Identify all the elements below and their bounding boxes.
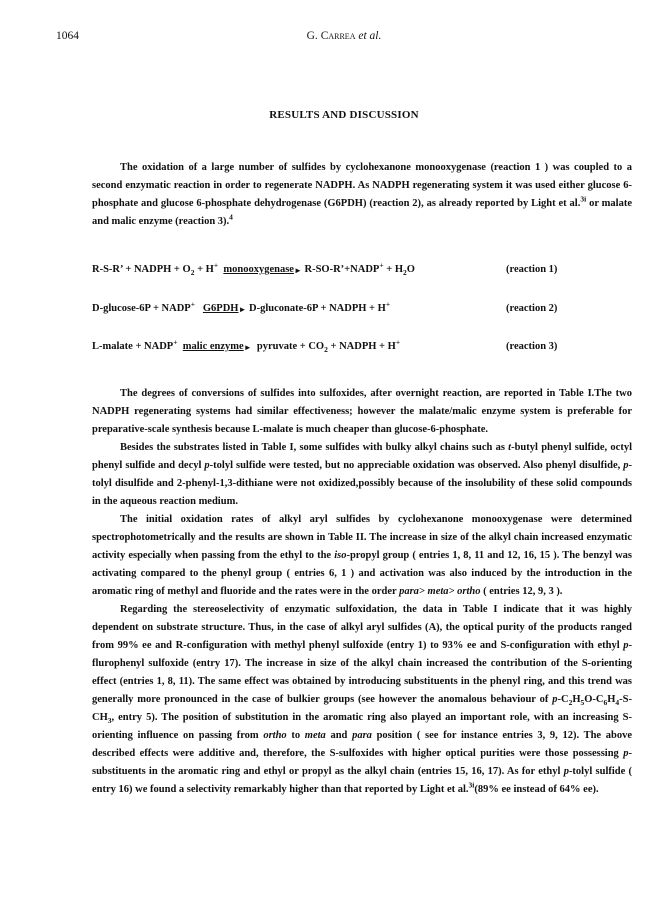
paragraph-table-i	[92, 385, 632, 439]
text-span: ). The above described effects were additive and, therefore, the S-sulfoxides with higher optical purities were those possessing	[92, 730, 633, 759]
reaction-ref: (reaction 2)	[369, 198, 422, 209]
text-span: ). As for ethyl	[498, 766, 564, 777]
compound-class-ref: A	[428, 622, 437, 633]
text-span: ) we found a selectivity remarkably higher than that reported by Light et al.	[129, 784, 469, 795]
formula-part: O-C	[584, 694, 604, 705]
text-span: ) to 93% ee and S-configuration with ethyl	[422, 640, 624, 651]
italic-prefix: p	[552, 694, 558, 705]
text-span: .The two NADPH regenerating systems had similar effectiveness; however the malate/malic enzyme system is preferable for preparative-scale synthesis because L-malate is much cheaper than glucose-6-phosphate.	[92, 388, 632, 435]
text-span: position ( see for instance entries	[371, 730, 538, 741]
citation-superscript: 3i	[468, 780, 475, 790]
equation-reaction-2	[92, 299, 632, 317]
italic-position: para	[352, 730, 372, 741]
equation-reaction-3	[92, 337, 632, 355]
formula-part: -C	[557, 694, 569, 705]
text-span: .	[226, 216, 230, 227]
text-span: The initial oxidation rates of alkyl aryl sulfides by cyclohexanone monooxygenase were determined spectrophotometrically and the results are shown in	[92, 514, 632, 543]
section-heading: RESULTS AND DISCUSSION	[269, 109, 419, 121]
text-span: and	[484, 550, 508, 561]
paragraph-stereoselectivity	[92, 601, 632, 799]
eq-text: R-SO-R’+NADP	[301, 264, 380, 275]
reaction-label: (reaction 2)	[506, 303, 558, 314]
eq-text: pyruvate + CO	[254, 341, 325, 352]
text-span: or malate and malic enzyme	[92, 198, 632, 227]
reaction-label: (reaction 3)	[506, 341, 558, 352]
italic-prefix: p	[623, 640, 629, 651]
text-span: Besides the substrates listed in	[120, 442, 262, 453]
reaction-ref: (reaction 1 )	[490, 162, 549, 173]
formula-subscript: 3	[107, 716, 112, 726]
formula-subscript: 6	[603, 698, 608, 708]
italic-prefix: p	[563, 766, 569, 777]
text-span: -tolyl sulfide ( entry	[92, 766, 633, 795]
running-header	[56, 30, 632, 46]
text-span: . The increase in size of the alkyl chain increased enzymatic activity especially when passing from the ethyl to the	[92, 532, 632, 561]
text-span: (89% ee instead of 64% ee).	[474, 784, 599, 795]
text-span: ) and activation was also induced by the introduction in the aromatic ring of methyl and fluoride and the rates were in the order	[92, 568, 632, 597]
text-span: The degrees of conversions of sulfides into sulfoxides, after overnight reaction, are reported in	[120, 388, 560, 399]
eq-text: R-S-R’ + NADPH + O	[92, 264, 191, 275]
equation-reaction-1	[92, 260, 632, 278]
text-span: -substituents in the aromatic ring and ethyl or propyl as the alkyl chain (entries	[92, 748, 632, 777]
intro-paragraph	[92, 159, 632, 231]
italic-position: ortho	[263, 730, 287, 741]
eq-text: + H	[383, 264, 404, 275]
entry-ref: 1, 8, 11	[452, 550, 485, 561]
text-span: Regarding the stereoselectivity of enzymatic sulfoxidation, the data in	[120, 604, 463, 615]
reaction-arrow-icon: ►	[293, 266, 302, 275]
text-span: ). The position of substitution in the aromatic ring also played an important role, with an increasing S-orienting influence on passing from	[92, 712, 632, 741]
eq-text: O	[406, 264, 415, 275]
italic-prefix: t	[508, 442, 512, 453]
eq-superscript: +	[213, 260, 219, 270]
text-span: ). The same effect was obtained by introducing substituents in the phenyl ring, and this trend was generally more pronounced in the case of bulkier groups (see however the anomalous behaviour of	[92, 676, 632, 705]
enzyme-label: malic enzyme	[182, 341, 244, 352]
italic-prefix: p	[623, 748, 629, 759]
author-name: Carrea	[320, 30, 356, 42]
eq-text: L-malate + NADP	[92, 341, 174, 352]
entry-ref: 15, 16, 17	[454, 766, 499, 777]
eq-superscript: +	[379, 260, 384, 270]
running-head-authors	[56, 30, 632, 42]
entry-ref: 12, 16, 15	[507, 550, 551, 561]
eq-superscript: +	[173, 337, 178, 347]
text-span: -propyl group ( entries	[346, 550, 453, 561]
text-span: -flurophenyl sulfoxide (entry	[92, 640, 633, 669]
formula-part: H	[607, 694, 616, 705]
text-span: , entry	[111, 712, 147, 723]
text-span: -tolyl sulfide were tested, but no appreciable oxidation was observed. Also phenyl disulfide,	[209, 460, 624, 471]
text-span: ). The benzyl was activating compared to the phenyl group ( entries	[92, 550, 633, 579]
table-ref: Table II	[328, 532, 364, 543]
citation-superscript: 3i	[580, 194, 587, 204]
entry-ref: 17	[224, 658, 235, 669]
text-span: ( entries	[480, 586, 523, 597]
entry-ref: 5	[146, 712, 152, 723]
paragraph-oxidation-rates	[92, 511, 632, 601]
reaction-label: (reaction 1)	[506, 264, 558, 275]
formula-part: H	[572, 694, 581, 705]
formula-subscript: 5	[580, 698, 585, 708]
entry-ref: 3, 9, 12	[537, 730, 573, 741]
reaction-arrow-icon: ►	[238, 305, 247, 314]
text-span: to	[286, 730, 305, 741]
enzyme-label: monooxygenase	[223, 264, 294, 275]
author-prefix: G.	[306, 30, 321, 42]
eq-subscript: 2	[324, 345, 328, 355]
text-span: The oxidation of a large number of sulfides by cyclohexanone monooxygenase	[120, 162, 491, 173]
italic-prefix: iso	[334, 550, 347, 561]
text-span: ).	[553, 586, 563, 597]
text-span: ), the optical purity of the products ranged from 99% ee and R-configuration with methyl phenyl sulfoxide (entry	[92, 622, 633, 651]
italic-prefix: p	[623, 460, 629, 471]
text-span: and	[325, 730, 353, 741]
entry-ref: 12, 9, 3	[522, 586, 554, 597]
table-ref: Table I	[462, 604, 498, 615]
reaction-ref: (reaction 3)	[175, 216, 227, 227]
eq-superscript: +	[190, 299, 196, 309]
paragraph-substrates	[92, 439, 632, 511]
text-span: -butyl phenyl sulfide, octyl phenyl sulfide and decyl	[92, 442, 633, 471]
text-span: , as already reported by Light et al.	[421, 198, 581, 209]
author-suffix: et al.	[355, 30, 382, 42]
reaction-arrow-icon: ►	[243, 343, 252, 352]
eq-subscript: 2	[403, 268, 407, 278]
eq-superscript: +	[385, 299, 391, 309]
eq-text: D-gluconate-6P + NADPH + H	[246, 303, 386, 314]
italic-prefix: p	[204, 460, 210, 471]
equation-body	[92, 299, 391, 314]
italic-position: meta	[304, 730, 326, 741]
text-span: -tolyl disulfide and 2-phenyl-1,3-dithiane were not oxidized,possibly because of the insolubility of these solid compounds in the aqueous reaction medium.	[92, 460, 632, 507]
eq-superscript: +	[395, 337, 401, 347]
citation-superscript: 4	[229, 212, 233, 222]
entry-ref: 6, 1	[328, 568, 347, 579]
text-span: , some sulfides with bulky alkyl chains such as	[293, 442, 509, 453]
entry-ref: 1	[417, 640, 423, 651]
eq-subscript: 2	[190, 268, 195, 278]
table-ref: Table I	[261, 442, 294, 453]
equation-body	[92, 337, 401, 355]
table-ref: Table I	[559, 388, 592, 399]
eq-text: + NADPH + H	[327, 341, 396, 352]
page-number: 1064	[56, 30, 79, 42]
formula-part: -S-CH	[92, 694, 632, 723]
text-span: indicate that it was highly dependent on substrate structure. Thus, in the case of alkyl aryl sulfides (	[92, 604, 632, 633]
formula-subscript: 4	[615, 698, 620, 708]
eq-text: + H	[194, 264, 214, 275]
equation-body	[92, 260, 415, 278]
formula-subscript: 2	[568, 698, 573, 708]
entry-ref: 16	[118, 784, 130, 795]
entry-ref: 1, 8, 11	[156, 676, 189, 687]
italic-order: para> meta> ortho	[399, 586, 481, 597]
enzyme-label: G6PDH	[202, 303, 239, 314]
body-text-block	[92, 385, 632, 799]
text-span: was coupled to a second enzymatic reaction in order to regenerate NADPH. As NADPH regenerating system it was used either glucose 6-phosphate and glucose 6-phosphate dehydrogenase (G6PDH)	[92, 162, 632, 209]
text-span: ). The increase in size of the alkyl chain increased the contribution of the S-orienting effect (entries	[92, 658, 632, 687]
eq-text: D-glucose-6P + NADP	[92, 303, 191, 314]
